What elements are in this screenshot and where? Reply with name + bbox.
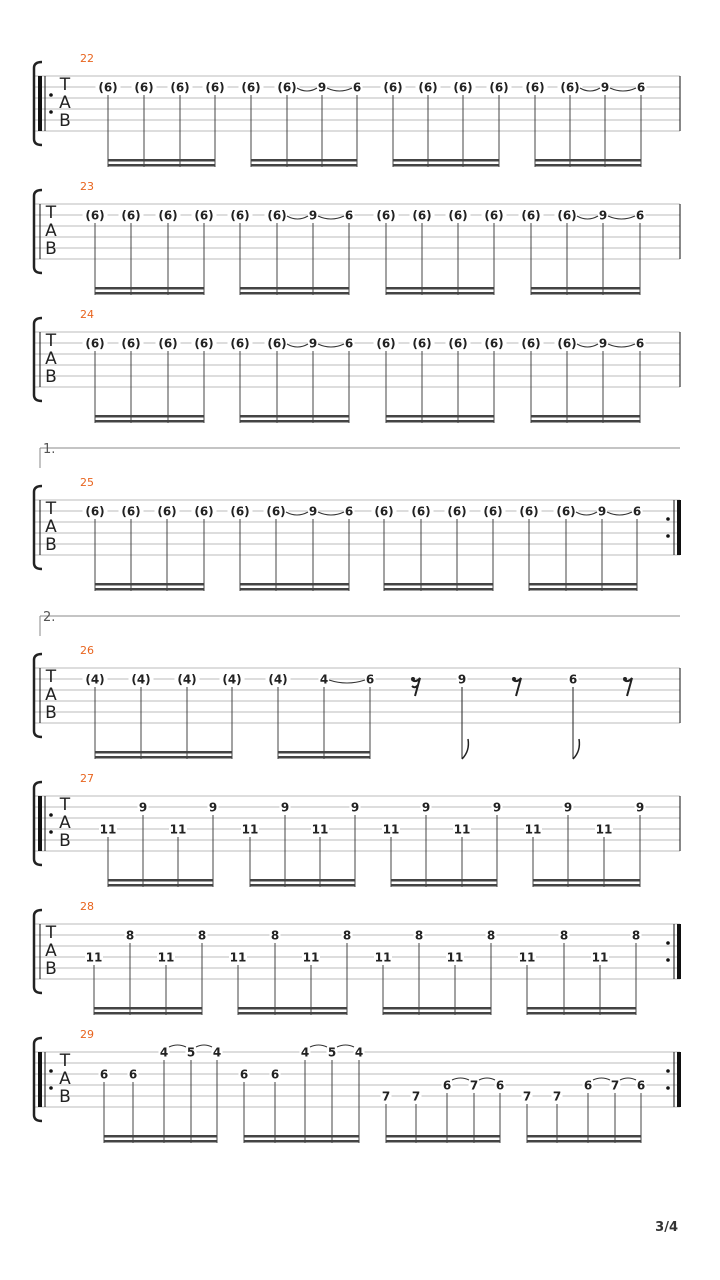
beam [95, 588, 204, 591]
measure-number: 23 [80, 180, 94, 193]
beam [386, 287, 494, 290]
tab-note: (6) [194, 504, 214, 519]
beam [251, 159, 357, 162]
tab-note: 6 [583, 1078, 593, 1093]
tab-note: 9 [308, 504, 318, 519]
slide-arc [610, 88, 636, 91]
tab-clef-b: B [59, 1087, 71, 1107]
beam [240, 415, 349, 418]
beam [240, 420, 349, 423]
tab-note: 4 [212, 1045, 222, 1060]
beam [531, 420, 640, 423]
repeat-end-thick [677, 500, 681, 555]
slide-arc [580, 88, 600, 91]
tab-note: 11 [453, 822, 471, 837]
tab-note: (6) [525, 80, 545, 95]
tab-note: (6) [241, 80, 261, 95]
tab-note: 9 [421, 800, 431, 815]
tab-note: (6) [448, 208, 468, 223]
repeat-dot [666, 534, 670, 538]
beam [251, 164, 357, 167]
tab-note: (6) [489, 80, 509, 95]
tab-note: 9 [635, 800, 645, 815]
beam [250, 879, 355, 882]
beam [104, 1135, 217, 1138]
system-bracket [34, 654, 42, 737]
repeat-end-thick [677, 1052, 681, 1107]
tab-note: 6 [365, 672, 375, 687]
tab-note: 6 [99, 1067, 109, 1082]
tie-arc [479, 1078, 495, 1080]
beam [278, 751, 370, 754]
tab-note: (6) [85, 336, 105, 351]
beam [527, 1135, 641, 1138]
beam [393, 159, 499, 162]
beam [529, 583, 637, 586]
beam [95, 420, 204, 423]
tab-note: (6) [483, 504, 503, 519]
tab-system-27 [34, 772, 680, 887]
tab-note: 6 [344, 208, 354, 223]
slide-arc [329, 680, 365, 683]
slide-arc [577, 216, 598, 219]
beam [278, 756, 370, 759]
tab-note: (6) [383, 80, 403, 95]
tab-note: 8 [270, 928, 280, 943]
measure-number: 26 [80, 644, 94, 657]
beam [531, 292, 640, 295]
beam [108, 164, 215, 167]
note-flag [462, 739, 468, 759]
beam [240, 287, 349, 290]
tab-note: (6) [374, 504, 394, 519]
tab-note: 9 [138, 800, 148, 815]
tab-note: (6) [557, 208, 577, 223]
tab-note: 7 [522, 1089, 532, 1104]
tab-note: 6 [128, 1067, 138, 1082]
tab-clef-a: A [45, 221, 57, 241]
tab-clef-a: A [59, 1069, 71, 1089]
tab-note: 5 [186, 1045, 196, 1060]
tab-note: 6 [239, 1067, 249, 1082]
beam [95, 756, 232, 759]
tab-note: (6) [194, 208, 214, 223]
measure-number: 24 [80, 308, 94, 321]
tab-clef-b: B [59, 111, 71, 131]
beam [384, 588, 493, 591]
measure-number: 29 [80, 1028, 94, 1041]
beam [383, 1012, 491, 1015]
tie-arc [337, 1045, 354, 1047]
repeat-dot [49, 1086, 53, 1090]
tie-arc [310, 1045, 327, 1047]
tab-note: 9 [598, 208, 608, 223]
tab-note: 11 [374, 950, 392, 965]
tab-clef-b: B [59, 831, 71, 851]
tab-note: (4) [222, 672, 242, 687]
tie-arc [620, 1078, 636, 1080]
beam [95, 287, 204, 290]
beam [95, 415, 204, 418]
tab-note: 9 [308, 208, 318, 223]
note-flag [573, 739, 579, 759]
tab-note: (6) [412, 336, 432, 351]
tab-note: 11 [595, 822, 613, 837]
tab-note: (6) [484, 208, 504, 223]
beam [95, 751, 232, 754]
tab-note: 11 [85, 950, 103, 965]
beam [384, 583, 493, 586]
tab-note: (6) [205, 80, 225, 95]
tie-arc [196, 1045, 212, 1047]
tab-system-25 [34, 442, 681, 591]
slide-arc [577, 344, 598, 347]
tab-note: (4) [177, 672, 197, 687]
system-bracket [34, 318, 42, 401]
tab-clef-t: T [45, 331, 57, 351]
eighth-rest-dot [623, 677, 627, 681]
beam [527, 1140, 641, 1143]
tab-note: 5 [327, 1045, 337, 1060]
tab-clef-t: T [45, 923, 57, 943]
tab-note: 8 [197, 928, 207, 943]
tab-note: 9 [350, 800, 360, 815]
slide-arc [608, 216, 635, 219]
tab-note: 6 [442, 1078, 452, 1093]
tab-note: (6) [85, 208, 105, 223]
tab-note: (4) [268, 672, 288, 687]
tab-note: (6) [560, 80, 580, 95]
tab-note: 11 [591, 950, 609, 965]
beam [240, 583, 349, 586]
tab-clef-a: A [59, 813, 71, 833]
tie-arc [452, 1078, 469, 1080]
tab-note: (6) [412, 208, 432, 223]
tab-note: (6) [230, 208, 250, 223]
tab-note: (6) [277, 80, 297, 95]
repeat-dot [49, 110, 53, 114]
tab-note: (6) [158, 336, 178, 351]
tab-note: 6 [270, 1067, 280, 1082]
measure-number: 27 [80, 772, 94, 785]
beam [533, 879, 640, 882]
slide-arc [318, 344, 344, 347]
tab-system-24 [34, 308, 680, 423]
tab-clef-b: B [45, 959, 57, 979]
tab-note: 9 [563, 800, 573, 815]
tab-note: (6) [521, 336, 541, 351]
tab-note: 8 [559, 928, 569, 943]
beam [238, 1012, 347, 1015]
tab-note: (6) [266, 504, 286, 519]
beam [531, 415, 640, 418]
beam [250, 884, 355, 887]
tab-clef-b: B [45, 703, 57, 723]
repeat-dot [666, 1086, 670, 1090]
tab-note: 11 [229, 950, 247, 965]
tab-note: 11 [446, 950, 464, 965]
tab-note: (6) [194, 336, 214, 351]
beam [531, 287, 640, 290]
system-bracket [34, 190, 42, 273]
measure-number: 22 [80, 52, 94, 65]
tab-note: (6) [519, 504, 539, 519]
repeat-dot [666, 517, 670, 521]
tab-clef-t: T [45, 499, 57, 519]
repeat-dot [49, 1069, 53, 1073]
beam [94, 1007, 202, 1010]
beam [95, 292, 204, 295]
beam [95, 583, 204, 586]
tab-note: 6 [344, 504, 354, 519]
tab-note: 11 [302, 950, 320, 965]
tab-system-29 [34, 1028, 681, 1143]
volta-label: 1. [43, 442, 56, 457]
beam [386, 420, 494, 423]
page-number: 3/4 [655, 1220, 678, 1235]
tie-arc [169, 1045, 186, 1047]
tab-note: 7 [411, 1089, 421, 1104]
tab-system-28 [34, 900, 681, 1015]
beam [393, 164, 499, 167]
repeat-end-thick [677, 924, 681, 979]
tab-note: (6) [157, 504, 177, 519]
tab-clef-b: B [45, 367, 57, 387]
tab-note: 11 [382, 822, 400, 837]
tab-note: 6 [632, 504, 642, 519]
beam [108, 159, 215, 162]
tab-note: (6) [121, 504, 141, 519]
system-bracket [34, 910, 42, 993]
beam [529, 588, 637, 591]
tab-clef-a: A [45, 685, 57, 705]
beam [104, 1140, 217, 1143]
tab-note: (6) [267, 336, 287, 351]
repeat-dot [49, 93, 53, 97]
slide-arc [297, 88, 317, 91]
tab-note: (6) [121, 336, 141, 351]
slide-arc [607, 512, 632, 515]
tab-note: 9 [598, 336, 608, 351]
tab-clef-t: T [59, 75, 71, 95]
tab-note: 7 [469, 1078, 479, 1093]
tab-note: 4 [159, 1045, 169, 1060]
tab-note: 6 [635, 336, 645, 351]
beam [240, 588, 349, 591]
beam [391, 884, 497, 887]
tab-note: (6) [170, 80, 190, 95]
beam [108, 884, 213, 887]
tab-note: 6 [636, 1078, 646, 1093]
tab-note: (6) [158, 208, 178, 223]
measure-number: 25 [80, 476, 94, 489]
tab-note: 9 [597, 504, 607, 519]
tab-note: (6) [376, 336, 396, 351]
tab-note: 7 [610, 1078, 620, 1093]
tab-note: (6) [230, 504, 250, 519]
slide-arc [287, 344, 308, 347]
slide-arc [608, 344, 635, 347]
tab-note: (6) [376, 208, 396, 223]
repeat-start-thick [38, 76, 42, 131]
beam [386, 292, 494, 295]
slide-arc [286, 512, 308, 515]
tab-note: 6 [568, 672, 578, 687]
beam [386, 415, 494, 418]
tab-note: (6) [557, 336, 577, 351]
tab-note: 4 [354, 1045, 364, 1060]
tab-note: 4 [300, 1045, 310, 1060]
beam [244, 1135, 359, 1138]
tab-system-22 [34, 52, 680, 167]
beam [238, 1007, 347, 1010]
slide-arc [576, 512, 597, 515]
beam [240, 292, 349, 295]
tab-note: (6) [521, 208, 541, 223]
beam [527, 1007, 636, 1010]
tab-note: 6 [344, 336, 354, 351]
tab-note: 9 [308, 336, 318, 351]
tab-note: 9 [280, 800, 290, 815]
tab-note: (6) [411, 504, 431, 519]
tab-system-23 [34, 180, 680, 295]
beam [527, 1012, 636, 1015]
tab-note: (6) [484, 336, 504, 351]
beam [391, 879, 497, 882]
slide-arc [318, 512, 344, 515]
tab-clef-t: T [59, 795, 71, 815]
tab-note: 11 [241, 822, 259, 837]
tab-note: 6 [636, 80, 646, 95]
tab-note: 6 [495, 1078, 505, 1093]
tab-note: (6) [230, 336, 250, 351]
eighth-rest-dot [512, 677, 516, 681]
tab-note: (6) [448, 336, 468, 351]
tab-note: 8 [125, 928, 135, 943]
beam [535, 159, 641, 162]
tab-note: (6) [267, 208, 287, 223]
volta-label: 2. [43, 610, 56, 625]
tab-clef-t: T [45, 667, 57, 687]
repeat-dot [666, 1069, 670, 1073]
tab-note: 6 [352, 80, 362, 95]
tab-note: (6) [447, 504, 467, 519]
tab-note: 7 [552, 1089, 562, 1104]
tab-clef-t: T [59, 1051, 71, 1071]
tab-note: (6) [134, 80, 154, 95]
tab-clef-b: B [45, 535, 57, 555]
tab-note: 6 [635, 208, 645, 223]
tab-note: 11 [524, 822, 542, 837]
tab-clef-b: B [45, 239, 57, 259]
tab-note: (6) [418, 80, 438, 95]
tab-note: 7 [381, 1089, 391, 1104]
tie-arc [593, 1078, 610, 1080]
tab-clef-a: A [45, 517, 57, 537]
tab-note: 9 [600, 80, 610, 95]
tab-clef-a: A [59, 93, 71, 113]
repeat-start-thick [38, 1052, 42, 1107]
beam [533, 884, 640, 887]
sixteenth-rest-dot [411, 677, 415, 681]
measure-number: 28 [80, 900, 94, 913]
tab-clef-a: A [45, 941, 57, 961]
beam [386, 1140, 500, 1143]
tab-note: (4) [131, 672, 151, 687]
tab-note: (6) [453, 80, 473, 95]
tab-note: 9 [492, 800, 502, 815]
beam [535, 164, 641, 167]
slide-arc [318, 216, 344, 219]
tab-clef-t: T [45, 203, 57, 223]
tab-note: 11 [518, 950, 536, 965]
beam [244, 1140, 359, 1143]
tab-note: 9 [317, 80, 327, 95]
repeat-dot [666, 941, 670, 945]
system-bracket [34, 486, 42, 569]
tab-note: 4 [319, 672, 329, 687]
tab-note: (6) [556, 504, 576, 519]
beam [94, 1012, 202, 1015]
slide-arc [287, 216, 308, 219]
tab-note: (6) [121, 208, 141, 223]
tab-note: (4) [85, 672, 105, 687]
repeat-dot [49, 830, 53, 834]
tab-note: (6) [85, 504, 105, 519]
repeat-start-thick [38, 796, 42, 851]
tab-note: 9 [208, 800, 218, 815]
slide-arc [327, 88, 352, 91]
tab-note: 8 [342, 928, 352, 943]
tab-note: 8 [631, 928, 641, 943]
tab-note: (6) [98, 80, 118, 95]
beam [383, 1007, 491, 1010]
tab-note: 11 [157, 950, 175, 965]
tab-note: 11 [99, 822, 117, 837]
tab-clef-a: A [45, 349, 57, 369]
beam [108, 879, 213, 882]
sixteenth-rest-hook [412, 685, 418, 687]
beam [386, 1135, 500, 1138]
tab-note: 11 [169, 822, 187, 837]
tab-note: 8 [486, 928, 496, 943]
tab-note: 9 [457, 672, 467, 687]
tab-system-26 [34, 610, 680, 759]
repeat-dot [49, 813, 53, 817]
repeat-dot [666, 958, 670, 962]
tab-note: 8 [414, 928, 424, 943]
tab-note: 11 [311, 822, 329, 837]
